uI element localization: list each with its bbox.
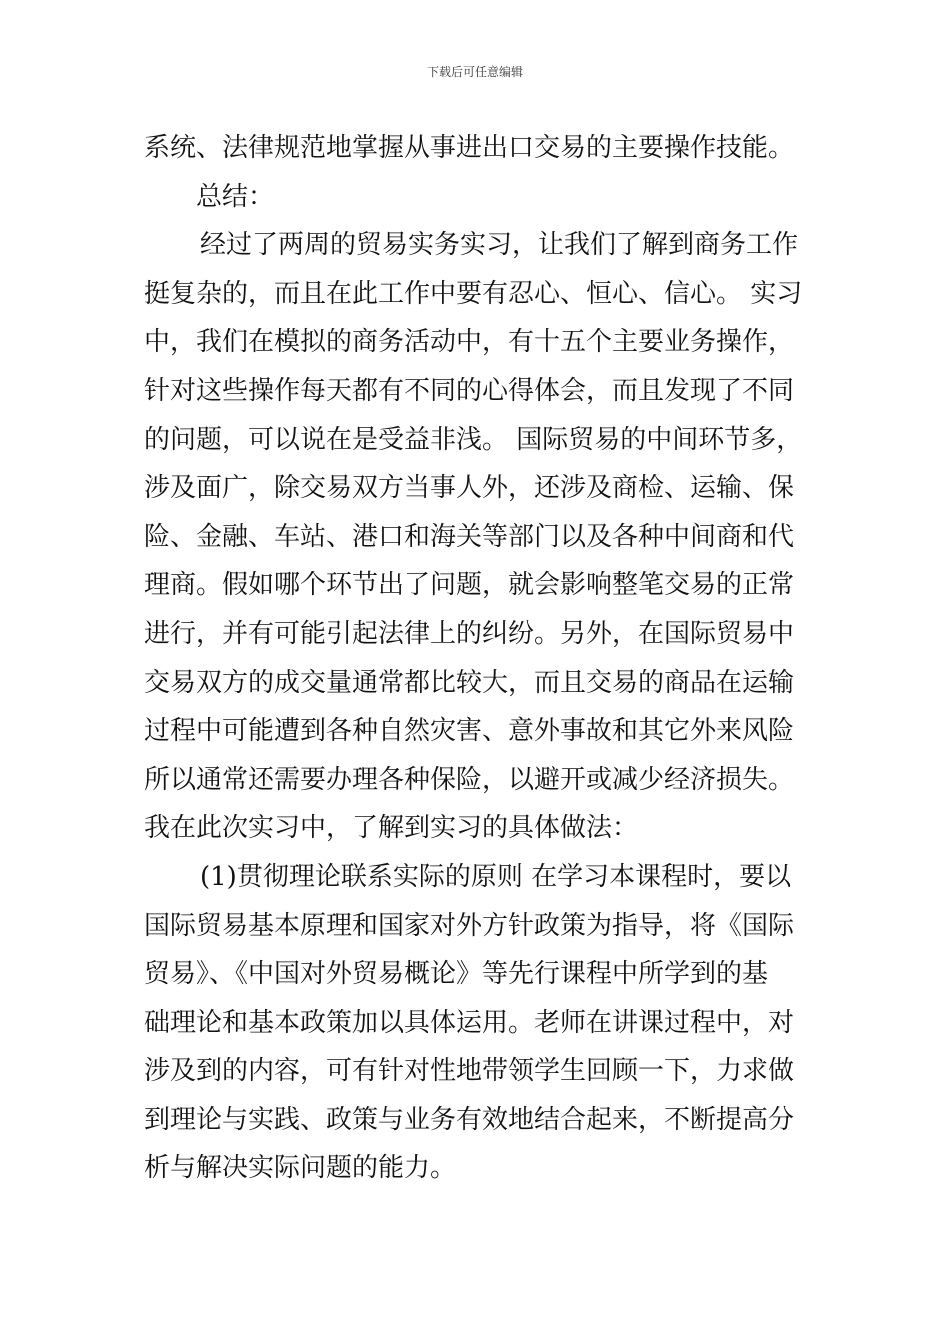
text-line: 进行，并有可能引起法律上的纠纷。另外，在国际贸易中 xyxy=(144,618,795,649)
text-line: 经过了两周的贸易实务实习，让我们了解到商务工作 xyxy=(200,230,799,261)
text-line: 挺复杂的，而且在此工作中要有忍心、恒心、信心。 实习 xyxy=(144,278,803,309)
text-line: 涉及到的内容，可有针对性地带领学生回顾一下，力求做 xyxy=(144,1056,795,1087)
text-line: 的问题，可以说在是受益非浅。 国际贸易的中间环节多， xyxy=(144,424,803,455)
text-line: 过程中可能遭到各种自然灾害、意外事故和其它外来风险 xyxy=(144,716,795,747)
text-line: 到理论与实践、政策与业务有效地结合起来，不断提高分 xyxy=(144,1104,795,1135)
text-line: 针对这些操作每天都有不同的心得体会，而且发现了不同 xyxy=(144,375,795,406)
text-line: 础理论和基本政策加以具体运用。老师在讲课过程中，对 xyxy=(144,1007,795,1038)
text-line: (1)贯彻理论联系实际的原则 在学习本课程时，要以 xyxy=(200,861,792,892)
page-header: 下载后可任意编辑 xyxy=(426,65,523,79)
text-line: 国际贸易基本原理和国家对外方针政策为指导，将《国际 xyxy=(144,910,795,941)
text-line: 中，我们在模拟的商务活动中，有十五个主要业务操作， xyxy=(144,327,795,358)
text-line: 贸易》、《中国对外贸易概论》等先行课程中所学到的基 xyxy=(144,959,769,990)
text-line: 我在此次实习中，了解到实习的具体做法： xyxy=(144,813,639,844)
text-line: 险、金融、车站、港口和海关等部门以及各种中间商和代 xyxy=(144,521,795,552)
text-line: 交易双方的成交量通常都比较大，而且交易的商品在运输 xyxy=(144,667,795,698)
section-heading: 总结： xyxy=(196,181,275,212)
text-line: 析与解决实际问题的能力。 xyxy=(144,1153,457,1184)
text-line: 理商。假如哪个环节出了问题，就会影响整笔交易的正常 xyxy=(144,570,795,601)
document-body xyxy=(144,124,808,1193)
text-line: 涉及面广，除交易双方当事人外，还涉及商检、运输、保 xyxy=(144,473,795,504)
text-line: 所以通常还需要办理各种保险，以避开或减少经济损失。 xyxy=(144,764,795,795)
text-line: 系统、法律规范地掌握从事进出口交易的主要操作技能。 xyxy=(144,133,795,163)
